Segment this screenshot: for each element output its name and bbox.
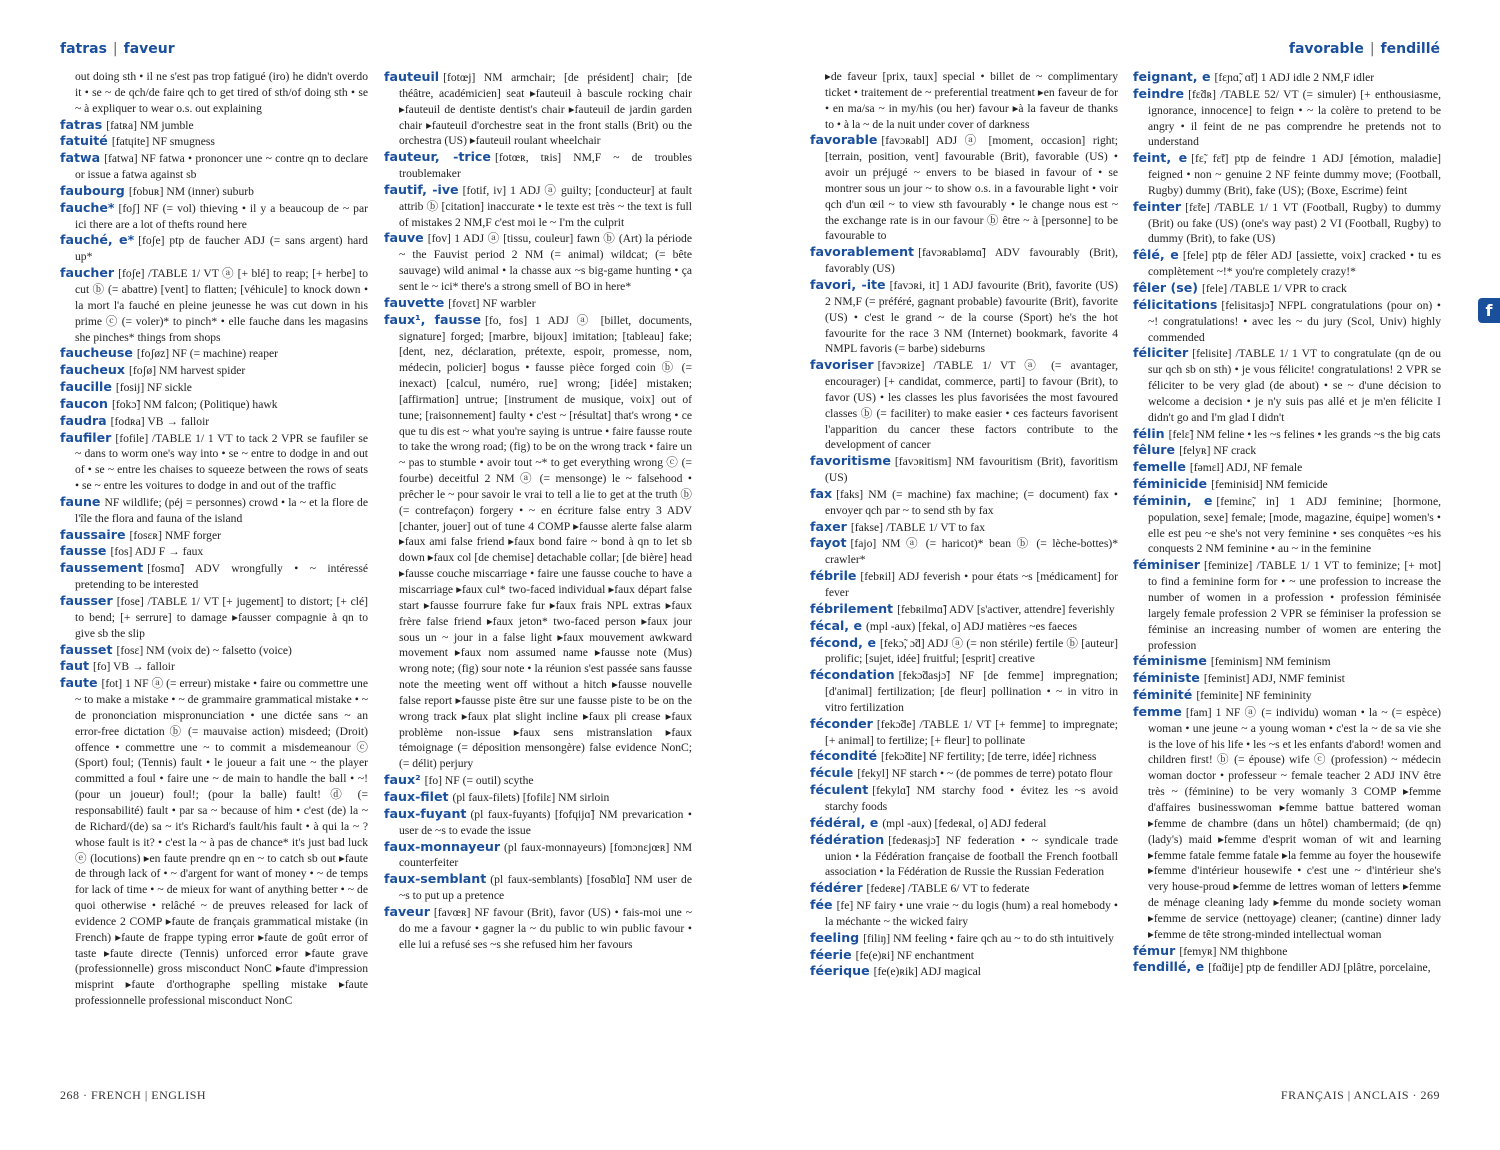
headword: faudra bbox=[60, 412, 107, 428]
dictionary-entry bbox=[810, 832, 1118, 881]
headword: fébrilement bbox=[810, 600, 894, 616]
entry-definition: [feminist] ADJ, NMF feminist bbox=[1203, 672, 1345, 686]
page-number: 268 bbox=[60, 1088, 80, 1102]
entry-definition: [fobuʀ] NM (inner) suburb bbox=[128, 184, 254, 198]
dictionary-entry bbox=[60, 642, 368, 659]
entry-definition: [fɛɲɑ̃, ɑ̃t] 1 ADJ idle 2 NM,F idler bbox=[1214, 71, 1375, 84]
headword: fausset bbox=[60, 641, 113, 657]
dictionary-entry bbox=[810, 897, 1118, 930]
entry-definition: [fatwa] NF fatwa • prononcer une ~ contre qn to declare or issue a fatwa against sb bbox=[75, 152, 368, 182]
headword: fausser bbox=[60, 593, 113, 608]
headword: faxer bbox=[810, 518, 847, 534]
dictionary-entry bbox=[60, 117, 368, 134]
headword: fauve bbox=[384, 230, 424, 246]
entry-definition: [fekyl] NF starch • ~ (de pommes de terre) potato flour bbox=[857, 767, 1113, 781]
entry-definition: [felisitasjɔ̃] NFPL congratulations (pour on) • ~! congratulations! • avec les ~ du jury (Scol, Univ) highly commended bbox=[1148, 298, 1441, 344]
headword: femme bbox=[1133, 703, 1182, 719]
headword: féliciter bbox=[1133, 345, 1189, 361]
headword: fécond, e bbox=[810, 634, 877, 650]
dictionary-entry bbox=[384, 312, 692, 772]
dictionary-entry bbox=[60, 560, 368, 593]
entry-definition: [favɔʀabləmɑ̃] ADV favourably (Brit), favorably (US) bbox=[825, 246, 1118, 276]
dictionary-entry bbox=[810, 748, 1118, 765]
headword: femelle bbox=[1133, 459, 1186, 475]
headword: fausse bbox=[60, 543, 107, 559]
dictionary-entry bbox=[60, 183, 368, 200]
dictionary-entry bbox=[1133, 704, 1441, 943]
dictionary-entry bbox=[60, 265, 368, 345]
column-2 bbox=[384, 69, 692, 1081]
dictionary-entry bbox=[1133, 345, 1441, 425]
right-running-head bbox=[1289, 41, 1440, 57]
headword: faubourg bbox=[60, 182, 125, 198]
dictionary-entry bbox=[384, 149, 692, 182]
dictionary-entry bbox=[384, 230, 692, 294]
entry-definition: [femyʀ] NM thighbone bbox=[1179, 944, 1288, 958]
headword: fatras bbox=[60, 116, 103, 132]
entry-definition: [fot] 1 NF ⓐ (= erreur) mistake • faire ou commettre une ~ to make a mistake • ~ de grammaire grammatical mistake • ~ de prononciation mispronunciation • une dictée sans ~ an error-free dictation ⓑ (= mauvaise action) misdeed; (Droit) offence • commettre une ~ to commit a misdemeanour ⓒ (Sport) foul; (Tennis) fault • le joueur a fait une ~ the player committed a foul • faire une ~ de main to handle the ball • ~! (pour un joueur) foul!; (pour la balle) fault! ⓓ (= responsabilité) fault • par sa ~ because of him • c'est (de) la ~ de Richard/(de) sa ~ it's Richard's fault/his fault • à qui la ~ ? whose fault is it? • c'est la ~ à pas de chance* it's just bad luck ⓔ (locutions) ▸en faute prendre qn en ~ to catch sb out ▸faute de through lack of • ~ d'argent for want of money • ~ de temps for lack of time • ~ de mieux for want of anything better • ~ de quoi otherwise • relâché ~ de preuves released for lack of evidence 2 COMP ▸faute de français grammatical mistake (in French) ▸faute de frappe typing error ▸faute de goût error of taste ▸faute directe (Tennis) unforced error ▸faute grave (professionnelle) gross misconduct NonC ▸faute d'impression misprint ▸faute d'orthographe spelling mistake ▸faute professionnelle professional misconduct NonC bbox=[75, 677, 368, 1008]
headword: feignant, e bbox=[1133, 69, 1211, 84]
dictionary-entry bbox=[810, 765, 1118, 782]
dictionary-entry bbox=[810, 535, 1118, 568]
entry-definition: [fɛ̃te] /TABLE 1/ 1 VT (Football, Rugby) to dummy (Brit) ou fake (US) (one's way past) 2 VI (Football, Rugby) to dummy (Brit), to fake (US) bbox=[1148, 200, 1441, 246]
dictionary-entry bbox=[384, 69, 692, 149]
entry-definition: [fosɛʀ] NMF forger bbox=[129, 528, 221, 542]
headword: féminin, e bbox=[1133, 492, 1213, 508]
dictionary-entry bbox=[384, 789, 692, 806]
dictionary-entry bbox=[810, 357, 1118, 453]
dictionary-entry bbox=[384, 806, 692, 839]
dictionary-entry bbox=[1133, 199, 1441, 248]
headword: fémur bbox=[1133, 942, 1176, 958]
headword: fédération bbox=[810, 831, 885, 847]
dictionary-entry bbox=[810, 601, 1118, 618]
entry-definition: (pl faux-filets) [fofilɛ] NM sirloin bbox=[452, 790, 610, 804]
entry-definition: [favɔʀi, it] 1 ADJ favourite (Brit), favorite (US) 2 NM,F (= préféré, gagnant probable) favourite (Brit), favorite (US) • c'est le grand ~ de la course (Sport) he's the hot favourite for the race 3 NM (Internet) bookmark, favorite 4 NMPL favoris (= barbe) sideburns bbox=[825, 278, 1118, 356]
running-head-first: fatras bbox=[60, 41, 107, 57]
headword: favoriser bbox=[810, 357, 874, 373]
entry-definition: NF wildlife; (péj = personnes) crowd • la ~ et la flore de l'île the flora and fauna of the island bbox=[75, 495, 368, 525]
headword: fauche* bbox=[60, 199, 115, 215]
dictionary-entry bbox=[1133, 459, 1441, 476]
letter-thumb-tab[interactable]: f bbox=[1478, 298, 1500, 323]
dictionary-entry bbox=[1133, 653, 1441, 670]
entry-definition: [feminisid] NM femicide bbox=[1211, 478, 1328, 492]
dictionary-entry bbox=[1133, 476, 1441, 493]
dictionary-entry bbox=[810, 716, 1118, 749]
column-4 bbox=[1133, 69, 1441, 1081]
entry-definition: [fose] /TABLE 1/ VT [+ jugement] to distort; [+ clé] to bend; [+ serrure] to damage ▸fausser compagnie à qn to give sb the slip bbox=[75, 595, 368, 640]
headword: faut bbox=[60, 658, 89, 674]
entry-definition: [favœʀ] NF favour (Brit), favor (US) • fais-moi une ~ do me a favour • gagner la ~ du public to win public favour • elle lui a refusé ses ~s she refused him her favours bbox=[399, 905, 692, 951]
entry-definition: [favɔʀize] /TABLE 1/ VT ⓐ (= avantager, encourager) [+ candidat, commerce, parti] to favour (Brit), to favor (US) • les classes les plus favorisées the most favoured classes ⓑ (= faciliter) to make easier • ces facteurs favorisent l'apparition du cancer these factors contribute to the development of cancer bbox=[825, 359, 1118, 452]
headword: féerie bbox=[810, 946, 852, 962]
dictionary-entry bbox=[384, 871, 692, 904]
headword: faux-fuyant bbox=[384, 805, 467, 821]
entry-definition: [fedeʀasjɔ̃] NF federation • ~ syndicale trade union • la Fédération française de football the French football association • la Fédération de Russie the Russian Federation bbox=[825, 833, 1118, 879]
running-head-first: favorable bbox=[1288, 41, 1364, 57]
headword: fécule bbox=[810, 765, 854, 781]
dictionary-entry bbox=[1133, 670, 1441, 687]
entry-definition: [felisite] /TABLE 1/ 1 VT to congratulate (qn de ou sur qch sb on sth) • je vous félicite! congratulations! 2 VPR se féliciter to be very glad (de about) • se ~ d'une décision to welcome a decision • je n'y suis pas allé et je m'en félicite I didn't go and I'm glad I didn't bbox=[1148, 347, 1441, 424]
entry-definition: [febʀil] ADJ feverish • pour états ~s [médicament] for fever bbox=[825, 570, 1118, 599]
headword: fayot bbox=[810, 535, 847, 551]
headword: faucille bbox=[60, 379, 112, 395]
dictionary-entry bbox=[810, 244, 1118, 277]
entry-definition: (pl faux-fuyants) [fofɥijɑ̃] NM prevarication • user de ~s to evade the issue bbox=[399, 807, 692, 837]
entry-definition: [fakse] /TABLE 1/ VT to fax bbox=[850, 520, 986, 534]
entry-definition: [feminism] NM feminism bbox=[1210, 655, 1331, 669]
entry-definition: [fotif, iv] 1 ADJ ⓐ guilty; [conducteur] at fault attrib ⓑ [citation] inaccurate • le texte est très ~ the text is full of mistakes 2 NM,F c'est moi le ~ I'm the culprit bbox=[399, 183, 692, 229]
headword: fécal, e bbox=[810, 617, 863, 633]
dictionary-entry bbox=[60, 658, 368, 675]
entry-definition: [fo] VB → falloir bbox=[92, 660, 175, 674]
dictionary-entry bbox=[1133, 86, 1441, 150]
entry-definition: [fekylɑ̃] NM starchy food • évitez les ~s avoid starchy foods bbox=[825, 784, 1118, 813]
entry-definition: [felɛ̃] NM feline • les ~s felines • les grands ~s the big cats bbox=[1168, 427, 1441, 441]
dictionary-entry bbox=[810, 782, 1118, 815]
entry-definition: [fele] ptp de fêler ADJ [assiette, voix] cracked • tu es complètement ~!* you're completely crazy!* bbox=[1148, 249, 1441, 279]
dictionary-entry bbox=[1133, 557, 1441, 653]
entry-definition: [fe] NF fairy • une vraie ~ du logis (hum) a real homebody • la méchante ~ the wicked fairy bbox=[825, 899, 1118, 928]
entry-definition: [feminɛ̃, in] 1 ADJ feminine; [hormone, population, sexe] female; [mode, magazine, équipe] women's • elle est peu ~e she's not very feminine • ses conquêtes ~es his conquests 2 NM feminine • au ~ in the feminine bbox=[1148, 494, 1441, 556]
dictionary-entry bbox=[810, 618, 1118, 635]
dictionary-entry bbox=[60, 396, 368, 413]
footer-label: FRANÇAIS | ANCLAIS bbox=[1280, 1088, 1409, 1102]
dictionary-entry bbox=[384, 182, 692, 231]
headword: feinter bbox=[1133, 198, 1182, 214]
entry-definition: [fekɔ̃, ɔ̃d] ADJ ⓐ (= non stérile) fertile ⓑ [auteur] prolific; [sujet, idée] fruitful; [esprit] creative bbox=[825, 636, 1118, 666]
entry-definition: [fo] NF (= outil) scythe bbox=[424, 774, 534, 788]
entry-definition: [fɛ̃, fɛ̃t] ptp de feindre 1 ADJ [émotion, maladie] feigned • non ~ genuine 2 NF feinte dummy move; (Football, Rugby) dummy (Brit), fake (US); (Boxe, Escrime) feint bbox=[1148, 152, 1441, 197]
headword: faussement bbox=[60, 560, 144, 576]
entry-definition: [fos] ADJ F → faux bbox=[110, 545, 204, 559]
dictionary-entry bbox=[810, 963, 1118, 980]
dictionary-entry bbox=[60, 69, 368, 117]
dictionary-entry bbox=[1133, 442, 1441, 459]
dictionary-entry bbox=[810, 486, 1118, 519]
entry-definition: [fele] /TABLE 1/ VPR to crack bbox=[1202, 281, 1347, 295]
entry-definition: [favɔʀabl] ADJ ⓐ [moment, occasion] right; [terrain, position, vent] favourable (Brit), favorable (US) • avoir un préjugé ~ envers to be biased in favour of • se montrer sous un jour ~ to show o.s. in a favourable light • voir qch d'un œil ~ to view sth favourably • le change nous est ~ the exchange rate is in our favour ⓑ être ~ à [personne] to be favourable to bbox=[825, 134, 1118, 243]
headword: faveur bbox=[384, 903, 430, 919]
entry-definition: [fe(e)ʀi] NF enchantment bbox=[855, 948, 974, 962]
entry-definition: (pl faux-monnayeurs) [fomɔnɛjœʀ] NM counterfeiter bbox=[399, 840, 692, 870]
headword: fécondation bbox=[810, 667, 895, 683]
dictionary-entry bbox=[810, 132, 1118, 244]
entry-definition: [fe(e)ʀik] ADJ magical bbox=[873, 965, 982, 979]
dictionary-entry bbox=[810, 667, 1118, 716]
headword: fédéral, e bbox=[810, 814, 879, 830]
headword: faux-filet bbox=[384, 788, 449, 804]
dictionary-entry bbox=[1133, 943, 1441, 960]
footer-label: FRENCH | ENGLISH bbox=[91, 1088, 207, 1102]
entry-definition: [fo, fos] 1 ADJ ⓐ [billet, documents, signature] forged; [marbre, bijoux] imitation; [tableau] fake; [dent, nez, déclaration, prétexte, espoir, promesse, nom, médecin, policier] bogus • fausse pièce forged coin ⓑ (= inexact) [calcul, numéro, rue] wrong; [idée] mistaken; [affirmation] untrue; [instrument de musique, voix] out of tune; [raisonnement] faulty • c'est ~ [résultat] that's wrong • ce que tu dis est ~ what you're saying is untrue • faire fausse route to take the wrong road; (fig) to be on the wrong track • faire un ~ pas to stumble • avoir tout ~* to get everything wrong ⓒ (= fourbe) deceitful 2 NM ⓐ (= mensonge) le ~ falsehood • prêcher le ~ pour savoir le vrai to tell a lie to get at the truth ⓑ (= contrefaçon) forgery • ~ en écriture false entry 3 ADV [chanter, jouer] out of tune 4 COMP ▸fausse alerte false alarm ▸faux ami false friend ▸faux bond faire ~ bond à qn to let sb down ▸faux col [de chemise] detachable collar; [de bière] head ▸fausse couche miscarriage • faire une fausse couche to have a miscarriage ▸faux cul* two-faced individual ▸faux départ false start ▸fausse fourrure fake fur ▸faux frais NPL extras ▸faux frère false friend ▸faux jeton* two-faced person ▸faux jour sous un ~ jour in a false light ▸faux mouvement awkward movement ▸faux nom assumed name ▸fausse note (Mus) wrong note; (fig) sour note • la réunion s'est passée sans fausse note the meeting went off without a hitch ▸fausse nouvelle false report ▸fausse piste être sur une fausse piste to be on the wrong track ▸faux plat slight incline ▸faux pli crease ▸faux problème non-issue ▸faux sens mistranslation ▸faux témoignage (= déposition mensongère) false evidence NonC; (= délit) perjury bbox=[399, 313, 692, 771]
entry-definition: [fovɛt] NF warbler bbox=[448, 296, 536, 310]
headword: faufiler bbox=[60, 429, 112, 445]
dictionary-entry bbox=[810, 815, 1118, 832]
entry-definition: [fekɔ̃de] /TABLE 1/ VT [+ femme] to impregnate; [+ animal] to fertilize; [+ fleur] to pollinate bbox=[825, 717, 1118, 747]
dictionary-entry bbox=[60, 200, 368, 233]
entry-definition: [febʀilmɑ̃] ADV [s'activer, attendre] feverishly bbox=[897, 602, 1115, 616]
dictionary-entry bbox=[60, 133, 368, 150]
dictionary-entry bbox=[1133, 247, 1441, 280]
headword: faux-monnayeur bbox=[384, 838, 501, 854]
entry-definition: [foʃe] /TABLE 1/ VT ⓐ [+ blé] to reap; [+ herbe] to cut ⓑ (= abattre) [vent] to flatten; [véhicule] to knock down • la mort l'a fauché en pleine jeunesse he was cut down in his prime ⓒ (= voler)* to pinch* • elle fauche dans les magasins she pinches* things from shops bbox=[75, 267, 368, 344]
entry-definition: [foʃe] ptp de faucher ADJ (= sans argent) hard up* bbox=[75, 234, 368, 264]
running-head-last: fendillé bbox=[1380, 41, 1440, 57]
entry-definition: [foʃ] NF (= vol) thieving • il y a beaucoup de ~ par ici there are a lot of thefts round here bbox=[75, 201, 368, 231]
headword: faux-semblant bbox=[384, 871, 487, 887]
entry-definition: [foʃøz] NF (= machine) reaper bbox=[136, 347, 279, 361]
headword: féconder bbox=[810, 715, 873, 731]
headword: féminicide bbox=[1133, 476, 1208, 492]
headword: faussaire bbox=[60, 526, 126, 542]
headword: fatwa bbox=[60, 150, 101, 166]
headword: fébrile bbox=[810, 568, 857, 584]
headword: faute bbox=[60, 675, 98, 691]
entry-definition: [feminize] /TABLE 1/ 1 VT to feminize; [+ mot] to find a feminine form for • ~ une profession to increase the number of women in a profession • profession féminisée largely female profession 2 VPR se féminiser la profession se féminise an increasing number of women are entering the profession bbox=[1148, 559, 1441, 652]
headword: fêler (se) bbox=[1133, 279, 1199, 295]
headword: fautif, -ive bbox=[384, 181, 459, 197]
entry-definition: [fedeʀe] /TABLE 6/ VT to federate bbox=[866, 882, 1030, 896]
headword: favorablement bbox=[810, 244, 915, 260]
headword: féminiser bbox=[1133, 557, 1200, 573]
entry-definition: [fekɔ̃dasjɔ̃] NF [de femme] impregnation; [d'animal] fertilization; [de fleur] pollination • ~ in vitro in vitro fertilization bbox=[825, 669, 1118, 714]
left-footer: 268 · FRENCH | ENGLISH bbox=[60, 1088, 207, 1102]
dictionary-entry bbox=[1133, 280, 1441, 297]
dictionary-entry bbox=[1133, 297, 1441, 346]
entry-definition: [fotœj] NM armchair; [de président] chair; [de théâtre, académicien] seat ▸fauteuil à bascule rocking chair ▸fauteuil de dentiste dentist's chair ▸fauteuil de jardin garden chair ▸fauteuil d'orchestre seat in the front stalls (Brit) ou the orchestra (US) ▸fauteuil roulant wheelchair bbox=[399, 71, 692, 148]
headword: fauteur, -trice bbox=[384, 149, 491, 165]
dictionary-entry bbox=[1133, 687, 1441, 704]
headword: fêlure bbox=[1133, 442, 1176, 458]
right-footer: FRANÇAIS | ANCLAIS · 269 bbox=[1280, 1088, 1440, 1102]
dictionary-entry bbox=[60, 675, 368, 1009]
left-running-head bbox=[60, 41, 175, 57]
headword: favori, -ite bbox=[810, 276, 886, 292]
entry-definition: [favɔʀitism] NM favouritism (Brit), favoritism (US) bbox=[825, 455, 1118, 485]
dictionary-entry bbox=[60, 379, 368, 396]
dictionary-entry bbox=[810, 453, 1118, 486]
dictionary-entry bbox=[1133, 426, 1441, 443]
dictionary-entry bbox=[60, 543, 368, 560]
column-1 bbox=[60, 69, 368, 1081]
headword: faux² bbox=[384, 772, 421, 788]
entry-definition: [fosij] NF sickle bbox=[115, 381, 192, 395]
entry-definition: [fosɛ] NM (voix de) ~ falsetto (voice) bbox=[116, 643, 292, 657]
entry-definition: [fekɔ̃dite] NF fertility; [de terre, idée] richness bbox=[881, 750, 1097, 764]
dictionary-entry bbox=[810, 519, 1118, 536]
dictionary-entry bbox=[1133, 493, 1441, 557]
headword: félin bbox=[1133, 425, 1165, 441]
dictionary-entry bbox=[810, 69, 1118, 132]
headword: favorable bbox=[810, 132, 878, 148]
entry-definition: [fɛ̃dʀ] /TABLE 52/ VT (= simuler) [+ enthousiasme, ignorance, innocence] to feign • ~ la colère to pretend to be angry • il feint de ne pas comprendre he pretends not to understand bbox=[1148, 87, 1441, 149]
divider: | bbox=[1369, 41, 1375, 57]
entry-definition: (mpl -aux) [fedeʀal, o] ADJ federal bbox=[882, 816, 1047, 830]
headword: fédérer bbox=[810, 880, 863, 896]
dictionary-entry bbox=[60, 593, 368, 642]
headword: féculent bbox=[810, 782, 869, 798]
entry-definition: [fofile] /TABLE 1/ 1 VT to tack 2 VPR se faufiler se ~ dans to worm one's way into • se ~ entre to dodge in and out of • se ~ entre les chaises to squeeze between the rows of seats • se ~ entre les voitures to dodge in and out of the traffic bbox=[75, 431, 368, 493]
dictionary-entry bbox=[60, 345, 368, 362]
dictionary-entry bbox=[384, 904, 692, 953]
divider: | bbox=[112, 41, 118, 57]
dictionary-entry bbox=[810, 947, 1118, 964]
dictionary-entry bbox=[60, 430, 368, 494]
dictionary-entry bbox=[60, 494, 368, 527]
headword: faune bbox=[60, 493, 101, 509]
headword: félicitations bbox=[1133, 296, 1218, 312]
dictionary-entry bbox=[810, 930, 1118, 947]
entry-definition: [fosmɑ̃] ADV wrongfully • ~ intéressé pretending to be interested bbox=[75, 562, 368, 592]
column-3 bbox=[810, 69, 1118, 1081]
headword: fécondité bbox=[810, 748, 877, 764]
entry-definition: out doing sth • il ne s'est pas trop fatigué (iro) he didn't overdo it • se ~ de qch/de faire qch to get tired of sth/of doing sth • se ~ à expliquer to wear o.s. out explaining bbox=[75, 70, 368, 115]
headword: faucheuse bbox=[60, 345, 133, 361]
dictionary-entry bbox=[810, 635, 1118, 668]
headword: feint, e bbox=[1133, 150, 1188, 166]
entry-definition: [foʃø] NM harvest spider bbox=[129, 364, 246, 378]
headword: fauteuil bbox=[384, 69, 440, 84]
dictionary-entry bbox=[60, 362, 368, 379]
entry-definition: [fɑ̃dije] ptp de fendiller ADJ [plâtre, porcelaine, bbox=[1208, 961, 1431, 975]
dictionary-entry bbox=[60, 232, 368, 265]
entry-definition: [fatʀa] NM jumble bbox=[106, 118, 194, 132]
dictionary-entry bbox=[384, 772, 692, 789]
dictionary-entry bbox=[384, 839, 692, 872]
entry-definition: [fajo] NM ⓐ (= haricot)* bean ⓑ (= lèche-bottes)* crawler* bbox=[825, 537, 1118, 567]
headword: feeling bbox=[810, 929, 860, 945]
dictionary-entry bbox=[1133, 959, 1441, 976]
entry-definition: [fatɥite] NF smugness bbox=[111, 135, 215, 149]
entry-definition: [fodʀa] VB → falloir bbox=[110, 414, 210, 428]
headword: féminisme bbox=[1133, 653, 1207, 669]
dictionary-entry bbox=[60, 527, 368, 544]
headword: fax bbox=[810, 485, 833, 501]
headword: feindre bbox=[1133, 85, 1185, 101]
dictionary-entry bbox=[810, 277, 1118, 357]
entry-definition: [fəmɛl] ADJ, NF female bbox=[1189, 461, 1303, 475]
headword: fêlé, e bbox=[1133, 247, 1179, 263]
headword: fendillé, e bbox=[1133, 959, 1205, 975]
dictionary-entry bbox=[1133, 69, 1441, 86]
entry-definition: [fokɔ̃] NM falcon; (Politique) hawk bbox=[112, 397, 278, 411]
entry-definition: (mpl -aux) [fekal, o] ADJ matières ~es faeces bbox=[866, 619, 1078, 633]
running-head-last: faveur bbox=[123, 41, 175, 57]
headword: fauvette bbox=[384, 294, 445, 310]
dictionary-entry bbox=[60, 150, 368, 183]
page-number: 269 bbox=[1420, 1088, 1440, 1102]
headword: faucon bbox=[60, 395, 109, 411]
entry-definition: [fotœʀ, tʀis] NM,F ~ de troubles troublemaker bbox=[399, 151, 692, 181]
dictionary-entry bbox=[810, 880, 1118, 897]
headword: féminité bbox=[1133, 687, 1193, 703]
headword: favoritisme bbox=[810, 453, 891, 469]
entry-definition: ▸de faveur [prix, taux] special • billet de ~ complimentary ticket • traitement de ~ preferential treatment ▸en faveur de for • en ma/sa ~ in my/his (ou her) favour ▸à la faveur de thanks to • à la ~ de la nuit under cover of darkness bbox=[825, 70, 1118, 131]
headword: fée bbox=[810, 897, 833, 913]
entry-definition: (pl faux-semblants) [fosɑ̃blɑ̃] NM user de ~s to put up a pretence bbox=[399, 873, 692, 903]
headword: fauché, e* bbox=[60, 232, 135, 248]
headword: féerique bbox=[810, 963, 870, 979]
entry-definition: [fov] 1 ADJ ⓐ [tissu, couleur] fawn ⓑ (Art) la période ~ the Fauvist period 2 NM (= animal) wildcat; (= bête sauvage) wild animal • la chasse aux ~s big-game hunting • ça sent le ~ ici* there's a strong smell of BO in here* bbox=[399, 232, 692, 293]
headword: faux¹, fausse bbox=[384, 311, 482, 327]
entry-definition: [fam] 1 NF ⓐ (= individu) woman • la ~ (= espèce) woman • une jeune ~ a young woman • c'est la ~ de sa vie she is the love of his life • les ~s et les enfants d'abord! women and children first! ⓑ (= épouse) wife ⓒ (profession) ~ médecin woman doctor • professeur ~ female teacher 2 ADJ INV être très ~ (féminine) to be very womanly 3 COMP ▸femme d'affaires businesswoman ▸femme battue battered woman ▸femme de chambre (dans un hôtel) chambermaid; (de qn) (lady's) maid ▸femme d'esprit woman of wit and learning ▸femme fatale femme fatale ▸la femme au foyer the housewife ▸femme d'intérieur housewife • c'est une ~ d'intérieur she's very house-proud ▸femme de lettres woman of letters ▸femme de ménage cleaning lady ▸femme du monde society woman ▸femme de service (nettoyage) cleaner; (cantine) dinner lady ▸femme de tête strong-minded intellectual woman bbox=[1148, 705, 1441, 941]
headword: fatuité bbox=[60, 133, 108, 149]
dictionary-entry bbox=[384, 295, 692, 312]
entry-definition: [faks] NM (= machine) fax machine; (= document) fax • envoyer qch par ~ to send sth by fax bbox=[825, 487, 1118, 517]
headword: faucher bbox=[60, 265, 115, 281]
entry-definition: [filiŋ] NM feeling • faire qch au ~ to do sth intuitively bbox=[863, 931, 1114, 945]
entry-definition: [feminite] NF femininity bbox=[1196, 689, 1312, 703]
headword: féministe bbox=[1133, 670, 1200, 686]
headword: faucheux bbox=[60, 362, 126, 378]
dictionary-entry bbox=[810, 568, 1118, 601]
dictionary-entry bbox=[60, 413, 368, 430]
entry-definition: [felyʀ] NF crack bbox=[1179, 444, 1257, 458]
dictionary-entry bbox=[1133, 150, 1441, 199]
